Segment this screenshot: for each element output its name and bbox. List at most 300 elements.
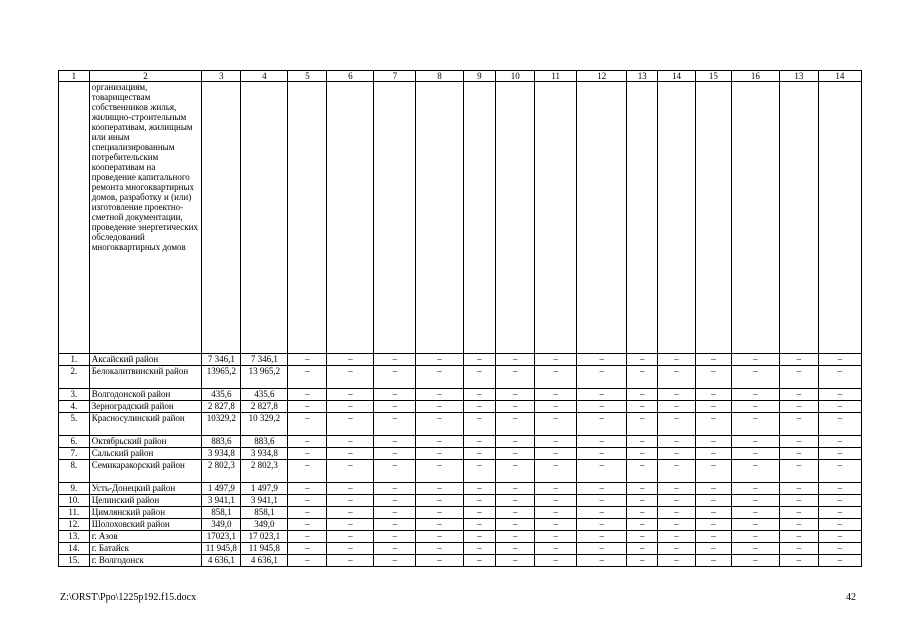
dash-cell: – <box>535 519 577 531</box>
dash-cell: – <box>779 354 818 366</box>
dash-cell: – <box>463 436 496 448</box>
dash-cell: – <box>779 436 818 448</box>
dash-cell: – <box>327 483 374 495</box>
dash-cell: – <box>627 543 658 555</box>
table-row <box>59 531 862 543</box>
dash-cell: – <box>374 543 416 555</box>
dash-cell: – <box>779 401 818 413</box>
dash-cell: – <box>779 543 818 555</box>
empty-cell <box>416 82 463 354</box>
table-row <box>59 389 862 401</box>
value-col3: 2 827,8 <box>202 401 241 413</box>
table-row <box>59 507 862 519</box>
value-col3: 435,6 <box>202 389 241 401</box>
table-row <box>59 519 862 531</box>
dash-cell: – <box>577 460 627 483</box>
dash-cell: – <box>627 354 658 366</box>
column-number: 3 <box>202 71 241 82</box>
value-col4: 4 636,1 <box>241 555 288 567</box>
dash-cell: – <box>818 448 861 460</box>
footer-file-path: Z:\ORST\Ppo\1225p192.f15.docx <box>60 592 197 603</box>
dash-cell: – <box>658 531 696 543</box>
dash-cell: – <box>658 354 696 366</box>
dash-cell: – <box>416 413 463 436</box>
dash-cell: – <box>535 543 577 555</box>
dash-cell: – <box>731 436 779 448</box>
dash-cell: – <box>818 543 861 555</box>
dash-cell: – <box>731 495 779 507</box>
column-number: 7 <box>374 71 416 82</box>
dash-cell: – <box>818 401 861 413</box>
district-name: Белокалитвинский район <box>89 366 202 389</box>
dash-cell: – <box>627 413 658 436</box>
dash-cell: – <box>818 389 861 401</box>
dash-cell: – <box>779 531 818 543</box>
empty-cell <box>577 82 627 354</box>
row-number: 14. <box>59 543 90 555</box>
dash-cell: – <box>695 519 731 531</box>
dash-cell: – <box>463 401 496 413</box>
value-col4: 10 329,2 <box>241 413 288 436</box>
dash-cell: – <box>288 413 327 436</box>
dash-cell: – <box>658 495 696 507</box>
dash-cell: – <box>374 519 416 531</box>
dash-cell: – <box>327 495 374 507</box>
dash-cell: – <box>627 436 658 448</box>
dash-cell: – <box>818 531 861 543</box>
dash-cell: – <box>496 401 535 413</box>
column-number-row <box>59 71 862 82</box>
dash-cell: – <box>779 389 818 401</box>
dash-cell: – <box>731 448 779 460</box>
dash-cell: – <box>627 448 658 460</box>
dash-cell: – <box>577 436 627 448</box>
dash-cell: – <box>288 401 327 413</box>
dash-cell: – <box>695 555 731 567</box>
row-number: 4. <box>59 401 90 413</box>
dash-cell: – <box>577 555 627 567</box>
table-row <box>59 448 862 460</box>
column-number: 12 <box>577 71 627 82</box>
dash-cell: – <box>779 448 818 460</box>
dash-cell: – <box>496 436 535 448</box>
value-col4: 7 346,1 <box>241 354 288 366</box>
dash-cell: – <box>288 354 327 366</box>
dash-cell: – <box>535 401 577 413</box>
dash-cell: – <box>535 366 577 389</box>
dash-cell: – <box>327 460 374 483</box>
dash-cell: – <box>416 483 463 495</box>
dash-cell: – <box>577 366 627 389</box>
district-name: Целинский район <box>89 495 202 507</box>
dash-cell: – <box>327 389 374 401</box>
dash-cell: – <box>374 389 416 401</box>
dash-cell: – <box>463 531 496 543</box>
dash-cell: – <box>577 354 627 366</box>
empty-cell <box>779 82 818 354</box>
dash-cell: – <box>463 483 496 495</box>
dash-cell: – <box>818 436 861 448</box>
intro-row <box>59 82 862 354</box>
column-number: 10 <box>496 71 535 82</box>
dash-cell: – <box>577 543 627 555</box>
empty-cell <box>59 82 90 354</box>
dash-cell: – <box>731 543 779 555</box>
dash-cell: – <box>327 519 374 531</box>
empty-cell <box>374 82 416 354</box>
dash-cell: – <box>731 531 779 543</box>
dash-cell: – <box>779 366 818 389</box>
dash-cell: – <box>779 483 818 495</box>
row-number: 2. <box>59 366 90 389</box>
district-name: Октябрьский район <box>89 436 202 448</box>
dash-cell: – <box>658 460 696 483</box>
table-row <box>59 413 862 436</box>
row-number: 11. <box>59 507 90 519</box>
district-name: Усть-Донецкий район <box>89 483 202 495</box>
dash-cell: – <box>658 543 696 555</box>
dash-cell: – <box>374 483 416 495</box>
dash-cell: – <box>416 436 463 448</box>
dash-cell: – <box>731 519 779 531</box>
dash-cell: – <box>577 507 627 519</box>
dash-cell: – <box>327 401 374 413</box>
dash-cell: – <box>535 436 577 448</box>
empty-cell <box>463 82 496 354</box>
dash-cell: – <box>695 436 731 448</box>
dash-cell: – <box>327 448 374 460</box>
district-name: Шолоховский район <box>89 519 202 531</box>
district-name: Цимлянский район <box>89 507 202 519</box>
district-name: Семикаракорский район <box>89 460 202 483</box>
empty-cell <box>695 82 731 354</box>
value-col3: 3 941,1 <box>202 495 241 507</box>
table-row <box>59 354 862 366</box>
row-number: 3. <box>59 389 90 401</box>
dash-cell: – <box>288 366 327 389</box>
dash-cell: – <box>818 354 861 366</box>
dash-cell: – <box>627 401 658 413</box>
dash-cell: – <box>731 483 779 495</box>
column-number: 8 <box>416 71 463 82</box>
dash-cell: – <box>818 413 861 436</box>
column-number: 14 <box>658 71 696 82</box>
dash-cell: – <box>658 448 696 460</box>
dash-cell: – <box>327 555 374 567</box>
dash-cell: – <box>496 519 535 531</box>
dash-cell: – <box>463 366 496 389</box>
dash-cell: – <box>496 460 535 483</box>
dash-cell: – <box>288 507 327 519</box>
dash-cell: – <box>374 495 416 507</box>
dash-cell: – <box>731 460 779 483</box>
dash-cell: – <box>416 555 463 567</box>
dash-cell: – <box>374 401 416 413</box>
district-name: Аксайский район <box>89 354 202 366</box>
dash-cell: – <box>496 495 535 507</box>
table-row <box>59 366 862 389</box>
dash-cell: – <box>496 543 535 555</box>
dash-cell: – <box>463 555 496 567</box>
dash-cell: – <box>695 495 731 507</box>
dash-cell: – <box>327 507 374 519</box>
district-name: г. Волгодонск <box>89 555 202 567</box>
dash-cell: – <box>818 460 861 483</box>
dash-cell: – <box>288 460 327 483</box>
value-col4: 13 965,2 <box>241 366 288 389</box>
dash-cell: – <box>463 354 496 366</box>
dash-cell: – <box>731 413 779 436</box>
dash-cell: – <box>577 448 627 460</box>
value-col4: 2 802,3 <box>241 460 288 483</box>
dash-cell: – <box>658 507 696 519</box>
dash-cell: – <box>658 483 696 495</box>
dash-cell: – <box>658 401 696 413</box>
table-row <box>59 543 862 555</box>
row-number: 5. <box>59 413 90 436</box>
dash-cell: – <box>731 389 779 401</box>
dash-cell: – <box>695 460 731 483</box>
district-name: Красносулинский район <box>89 413 202 436</box>
dash-cell: – <box>416 354 463 366</box>
dash-cell: – <box>779 495 818 507</box>
dash-cell: – <box>288 543 327 555</box>
dash-cell: – <box>416 531 463 543</box>
dash-cell: – <box>374 507 416 519</box>
dash-cell: – <box>374 460 416 483</box>
dash-cell: – <box>577 531 627 543</box>
dash-cell: – <box>535 531 577 543</box>
dash-cell: – <box>463 543 496 555</box>
dash-cell: – <box>818 495 861 507</box>
dash-cell: – <box>695 507 731 519</box>
dash-cell: – <box>327 413 374 436</box>
value-col3: 13965,2 <box>202 366 241 389</box>
dash-cell: – <box>496 366 535 389</box>
value-col3: 349,0 <box>202 519 241 531</box>
dash-cell: – <box>496 483 535 495</box>
district-name: Зерноградский район <box>89 401 202 413</box>
dash-cell: – <box>658 389 696 401</box>
value-col3: 858,1 <box>202 507 241 519</box>
empty-cell <box>496 82 535 354</box>
dash-cell: – <box>731 555 779 567</box>
column-number: 15 <box>695 71 731 82</box>
value-col3: 11 945,8 <box>202 543 241 555</box>
dash-cell: – <box>416 519 463 531</box>
dash-cell: – <box>779 413 818 436</box>
column-number: 4 <box>241 71 288 82</box>
empty-cell <box>202 82 241 354</box>
dash-cell: – <box>288 555 327 567</box>
dash-cell: – <box>327 354 374 366</box>
dash-cell: – <box>658 555 696 567</box>
dash-cell: – <box>416 366 463 389</box>
dash-cell: – <box>731 354 779 366</box>
dash-cell: – <box>496 389 535 401</box>
dash-cell: – <box>535 389 577 401</box>
column-number: 9 <box>463 71 496 82</box>
dash-cell: – <box>327 531 374 543</box>
intro-text: организациям, товариществам собственников жилья, жилищно-строительным кооперативам, жилищным или иным специализированным потребительским кооперативам на проведение капитального ремонта многоквартирных домов, разработку и (или) изготовление проектно-сметной документации, проведение энергетических обследований многоквартирных домов <box>89 82 202 354</box>
dash-cell: – <box>658 366 696 389</box>
dash-cell: – <box>627 460 658 483</box>
value-col4: 11 945,8 <box>241 543 288 555</box>
dash-cell: – <box>374 413 416 436</box>
dash-cell: – <box>463 448 496 460</box>
footer-page-number: 42 <box>846 592 856 603</box>
table-row <box>59 436 862 448</box>
district-name: Сальский район <box>89 448 202 460</box>
dash-cell: – <box>416 460 463 483</box>
dash-cell: – <box>695 483 731 495</box>
empty-cell <box>241 82 288 354</box>
value-col3: 2 802,3 <box>202 460 241 483</box>
dash-cell: – <box>695 354 731 366</box>
value-col3: 1 497,9 <box>202 483 241 495</box>
dash-cell: – <box>779 519 818 531</box>
table-row <box>59 460 862 483</box>
dash-cell: – <box>577 413 627 436</box>
row-number: 15. <box>59 555 90 567</box>
dash-cell: – <box>496 413 535 436</box>
value-col3: 17023,1 <box>202 531 241 543</box>
dash-cell: – <box>496 354 535 366</box>
value-col4: 349,0 <box>241 519 288 531</box>
dash-cell: – <box>627 531 658 543</box>
dash-cell: – <box>416 401 463 413</box>
column-number: 13 <box>779 71 818 82</box>
dash-cell: – <box>695 531 731 543</box>
table-row <box>59 495 862 507</box>
value-col3: 3 934,8 <box>202 448 241 460</box>
dash-cell: – <box>658 413 696 436</box>
value-col4: 883,6 <box>241 436 288 448</box>
row-number: 10. <box>59 495 90 507</box>
value-col4: 17 023,1 <box>241 531 288 543</box>
row-number: 13. <box>59 531 90 543</box>
value-col4: 3 934,8 <box>241 448 288 460</box>
dash-cell: – <box>731 507 779 519</box>
dash-cell: – <box>627 389 658 401</box>
row-number: 9. <box>59 483 90 495</box>
dash-cell: – <box>658 436 696 448</box>
value-col4: 1 497,9 <box>241 483 288 495</box>
dash-cell: – <box>496 448 535 460</box>
dash-cell: – <box>463 507 496 519</box>
dash-cell: – <box>463 519 496 531</box>
dash-cell: – <box>535 354 577 366</box>
dash-cell: – <box>374 436 416 448</box>
dash-cell: – <box>818 366 861 389</box>
dash-cell: – <box>695 389 731 401</box>
dash-cell: – <box>627 366 658 389</box>
dash-cell: – <box>288 389 327 401</box>
dash-cell: – <box>416 448 463 460</box>
dash-cell: – <box>374 448 416 460</box>
dash-cell: – <box>577 483 627 495</box>
dash-cell: – <box>416 507 463 519</box>
dash-cell: – <box>327 436 374 448</box>
value-col3: 4 636,1 <box>202 555 241 567</box>
empty-cell <box>327 82 374 354</box>
dash-cell: – <box>535 495 577 507</box>
district-name: г. Азов <box>89 531 202 543</box>
column-number: 13 <box>627 71 658 82</box>
dash-cell: – <box>535 483 577 495</box>
dash-cell: – <box>374 531 416 543</box>
dash-cell: – <box>627 483 658 495</box>
dash-cell: – <box>416 495 463 507</box>
dash-cell: – <box>818 507 861 519</box>
empty-cell <box>627 82 658 354</box>
value-col3: 883,6 <box>202 436 241 448</box>
dash-cell: – <box>463 413 496 436</box>
district-name: Волгодонской район <box>89 389 202 401</box>
row-number: 6. <box>59 436 90 448</box>
dash-cell: – <box>535 448 577 460</box>
dash-cell: – <box>779 555 818 567</box>
dash-cell: – <box>374 555 416 567</box>
dash-cell: – <box>695 401 731 413</box>
row-number: 1. <box>59 354 90 366</box>
dash-cell: – <box>627 495 658 507</box>
table-row <box>59 401 862 413</box>
dash-cell: – <box>288 483 327 495</box>
dash-cell: – <box>627 555 658 567</box>
empty-cell <box>731 82 779 354</box>
column-number: 16 <box>731 71 779 82</box>
empty-cell <box>818 82 861 354</box>
row-number: 7. <box>59 448 90 460</box>
dash-cell: – <box>327 543 374 555</box>
empty-cell <box>658 82 696 354</box>
dash-cell: – <box>818 519 861 531</box>
dash-cell: – <box>627 519 658 531</box>
budget-table <box>58 70 862 567</box>
dash-cell: – <box>463 495 496 507</box>
table-row <box>59 483 862 495</box>
dash-cell: – <box>288 519 327 531</box>
value-col4: 858,1 <box>241 507 288 519</box>
dash-cell: – <box>627 507 658 519</box>
dash-cell: – <box>463 460 496 483</box>
column-number: 6 <box>327 71 374 82</box>
value-col4: 435,6 <box>241 389 288 401</box>
dash-cell: – <box>288 436 327 448</box>
dash-cell: – <box>779 460 818 483</box>
dash-cell: – <box>496 507 535 519</box>
dash-cell: – <box>535 507 577 519</box>
column-number: 1 <box>59 71 90 82</box>
district-name: г. Батайск <box>89 543 202 555</box>
dash-cell: – <box>288 531 327 543</box>
dash-cell: – <box>818 555 861 567</box>
dash-cell: – <box>658 519 696 531</box>
value-col3: 10329,2 <box>202 413 241 436</box>
dash-cell: – <box>374 354 416 366</box>
dash-cell: – <box>779 507 818 519</box>
column-number: 2 <box>89 71 202 82</box>
dash-cell: – <box>695 448 731 460</box>
dash-cell: – <box>695 543 731 555</box>
dash-cell: – <box>496 555 535 567</box>
value-col4: 3 941,1 <box>241 495 288 507</box>
dash-cell: – <box>535 460 577 483</box>
column-number: 5 <box>288 71 327 82</box>
dash-cell: – <box>577 495 627 507</box>
dash-cell: – <box>463 389 496 401</box>
